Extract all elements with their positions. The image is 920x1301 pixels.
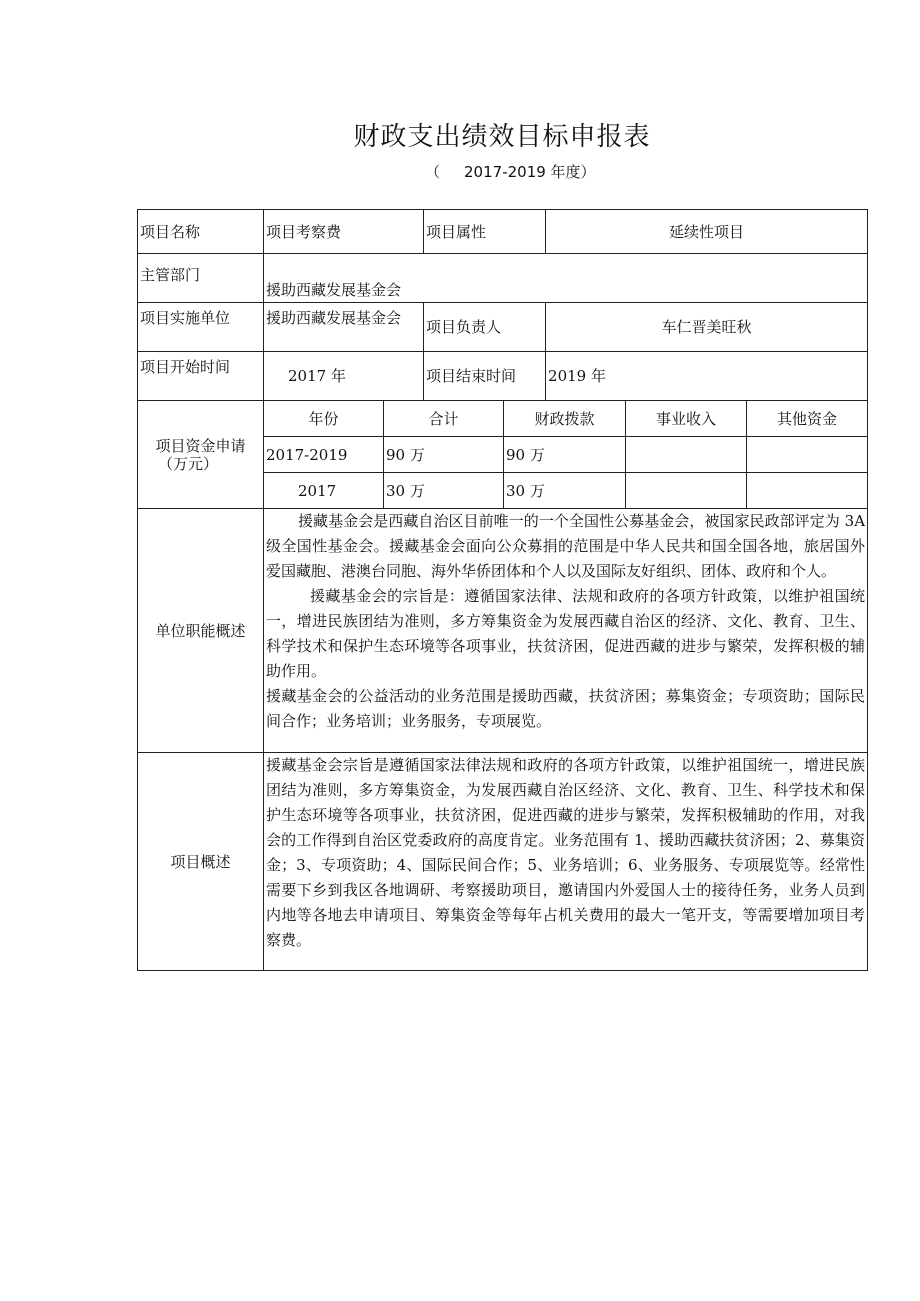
- project-name-value: 项目考察费: [264, 210, 424, 254]
- row-impl-unit: [138, 303, 868, 352]
- project-attr-label: 项目属性: [424, 210, 546, 254]
- funds-cell-total: 90 万: [384, 437, 504, 473]
- end-value: 2019 年: [546, 352, 868, 401]
- funds-header-fiscal: 财政拨款: [504, 401, 626, 437]
- project-attr-value: 延续性项目: [546, 210, 868, 254]
- funds-cell-year: 2017: [264, 473, 384, 509]
- unit-overview-paragraph: 援藏基金会的宗旨是：遵循国家法律、法规和政府的各项方针政策，以维护祖国统一，增进民族团结为准则，多方筹集资金为发展西藏自治区的经济、文化、教育、卫生、科学技术和保护生态环境等各项事业，扶贫济困，促进西藏的进步与繁荣，发挥积极的辅助作用。: [266, 587, 866, 680]
- funds-label-line1: 项目资金申请: [155, 436, 246, 455]
- project-overview-label: 项目概述: [138, 753, 264, 971]
- impl-unit-value: 援助西藏发展基金会: [264, 303, 424, 352]
- row-project-name: [138, 210, 868, 254]
- funds-cell-total: 30 万: [384, 473, 504, 509]
- row-dept: [138, 254, 868, 303]
- impl-unit-label: 项目实施单位: [138, 303, 264, 352]
- owner-label: 项目负责人: [424, 303, 546, 352]
- row-time: [138, 352, 868, 401]
- dept-label: 主管部门: [138, 254, 264, 303]
- funds-header-other: 其他资金: [747, 401, 868, 437]
- funds-label-line2: （万元）: [158, 454, 219, 473]
- owner-value: 车仁晋美旺秋: [546, 303, 868, 352]
- project-name-label: 项目名称: [138, 210, 264, 254]
- funds-label: [138, 401, 264, 509]
- unit-overview-content: [264, 509, 868, 753]
- subtitle-open-paren: （: [425, 163, 441, 181]
- funds-header-row: [138, 401, 868, 437]
- start-label: 项目开始时间: [138, 352, 264, 401]
- unit-overview-paragraph: 援藏基金会的公益活动的业务范围是援助西藏，扶贫济困；募集资金；专项资助；国际民间合作；业务培训；业务服务，专项展览。: [266, 687, 866, 730]
- funds-cell-fiscal: 30 万: [504, 473, 626, 509]
- project-overview-content: [264, 753, 868, 971]
- row-project-overview: [138, 753, 868, 971]
- start-value: 2017 年: [264, 352, 424, 401]
- funds-cell-business: [626, 473, 747, 509]
- unit-overview-label: 单位职能概述: [138, 509, 264, 753]
- funds-header-total: 合计: [384, 401, 504, 437]
- funds-cell-fiscal: 90 万: [504, 437, 626, 473]
- page-title: 财政支出绩效目标申报表: [353, 122, 651, 152]
- funds-cell-business: [626, 437, 747, 473]
- funds-header-business: 事业收入: [626, 401, 747, 437]
- funds-cell-year: 2017-2019: [264, 437, 384, 473]
- project-overview-paragraph: 援藏基金会宗旨是遵循国家法律法规和政府的各项方针政策，以维护祖国统一，增进民族团结为准则，多方筹集资金，为发展西藏自治区经济、文化、教育、卫生、科学技术和保护生态环境等各项事业，扶贫济困，促进西藏的进步与繁荣，发挥积极辅助的作用，对我会的工作得到自治区党委政府的高度肯定。业务范围有 1、援助西藏扶贫济困；2、募集资金；3、专项资助；4、国际民间合作；5、业务培训；6、业务服务、专项展览等。经常性需要下乡到我区各地调研、考察援助项目，邀请国内外爱国人士的接待任务，业务人员到内地等各地去申请项目、筹集资金等每年占机关费用的最大一笔开支，等需要增加项目考察费。: [266, 756, 866, 949]
- end-label: 项目结束时间: [424, 352, 546, 401]
- funds-header-year: 年份: [264, 401, 384, 437]
- performance-form-table: [137, 209, 868, 971]
- subtitle-year: 2017-2019 年度）: [464, 163, 596, 181]
- row-unit-overview: [138, 509, 868, 753]
- year-subtitle: [425, 161, 596, 182]
- funds-cell-other: [747, 473, 868, 509]
- dept-value: 援助西藏发展基金会: [264, 254, 868, 303]
- unit-overview-paragraph: 援藏基金会是西藏自治区目前唯一的一个全国性公募基金会，被国家民政部评定为 3A 级全国性基金会。援藏基金会面向公众募捐的范围是中华人民共和国全国各地，旅居国外爱国藏胞、港澳台同胞、海外华侨团体和个人以及国际友好组织、团体、政府和个人。: [266, 512, 866, 580]
- funds-cell-other: [747, 437, 868, 473]
